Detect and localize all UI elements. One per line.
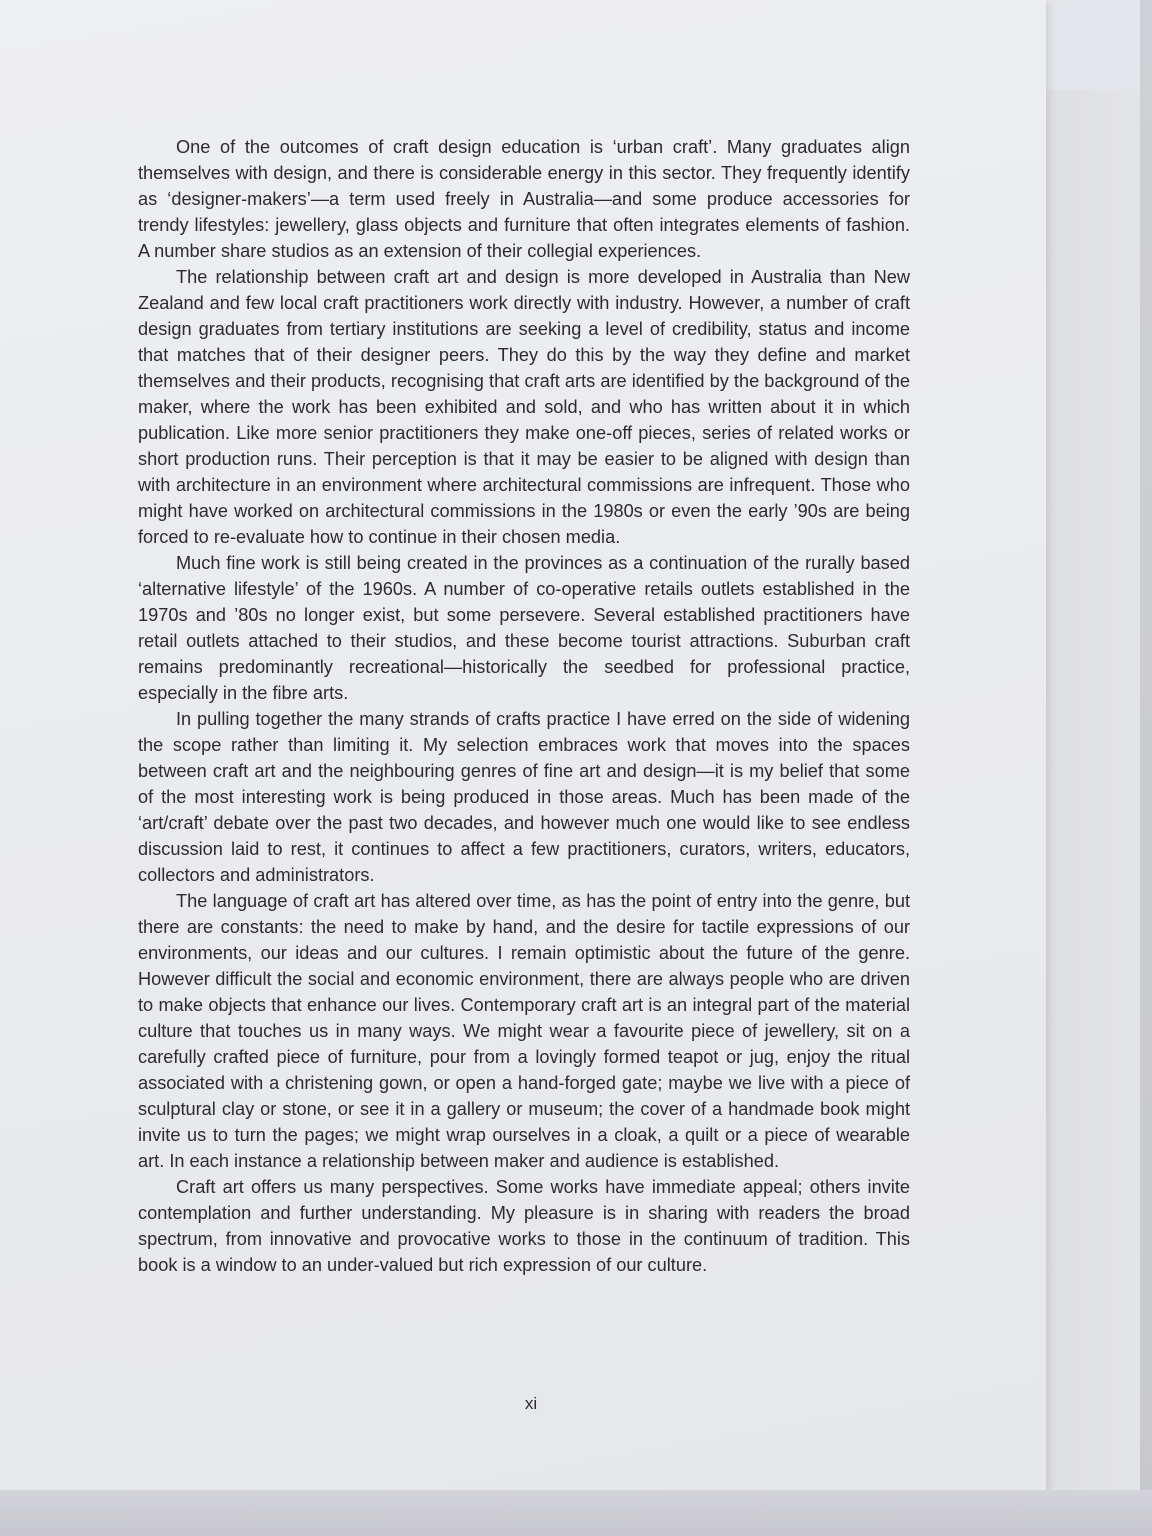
paragraph-craft-and-design: The relationship between craft art and design is more developed in Australia than New Zealand and few local craft practitioners work directly with industry. However, a number of craft design graduates from tertiary institutions are seeking a level of credibility, status and income that matches that of their designer peers. They do this by the way they define and market themselves and their products, recognising that craft arts are identified by the background of the maker, where the work has been exhibited and sold, and who has written about it in which publication. Like more senior practitioners they make one-off pieces, series of related works or short production runs. Their perception is that it may be easier to be aligned with design than with architecture in an environment where architectural commissions are infrequent. Those who might have worked on architectural commissions in the 1980s or even the early ’90s are being forced to re-evaluate how to continue in their chosen media. <box>138 267 910 547</box>
body-text <box>138 134 910 1278</box>
paragraph-scope: In pulling together the many strands of crafts practice I have erred on the side of widening the scope rather than limiting it. My selection embraces work that moves into the spaces between craft art and the neighbouring genres of fine art and design—it is my belief that some of the most interesting work is being produced in those areas. Much has been made of the ‘art/craft’ debate over the past two decades, and however much one would like to see endless discussion laid to rest, it continues to affect a few practitioners, curators, writers, educators, collectors and administrators. <box>138 709 910 885</box>
paragraph-urban-craft: One of the outcomes of craft design education is ‘urban craft’. Many graduates align themselves with design, and there is considerable energy in this sector. They frequently identify as ‘designer-makers’—a term used freely in Australia—and some produce accessories for trendy lifestyles: jewellery, glass objects and furniture that often integrates elements of fashion. A number share studios as an extension of their collegial experiences. <box>138 137 910 261</box>
paragraph-perspectives: Craft art offers us many perspectives. Some works have immediate appeal; others invite contemplation and further understanding. My pleasure is in sharing with readers the broad spectrum, from innovative and provocative works to those in the continuum of tradition. This book is a window to an under-valued but rich expression of our culture. <box>138 1177 910 1275</box>
paragraph-language-of-craft: The language of craft art has altered over time, as has the point of entry into the genre, but there are constants: the need to make by hand, and the desire for tactile expressions of our environments, our ideas and our cultures. I remain optimistic about the future of the genre. However difficult the social and economic environment, there are always people who are driven to make objects that enhance our lives. Contemporary craft art is an integral part of the material culture that touches us in many ways. We might wear a favourite piece of jewellery, sit on a carefully crafted piece of furniture, pour from a lovingly formed teapot or jug, enjoy the ritual associated with a christening gown, or open a hand-forged gate; maybe we live with a piece of sculptural clay or stone, or see it in a gallery or museum; the cover of a handmade book might invite us to turn the pages; we might wrap ourselves in a cloak, a quilt or a piece of wearable art. In each instance a relationship between maker and audience is established. <box>138 891 910 1171</box>
table-surface <box>0 1490 1152 1536</box>
page-edge <box>1046 90 1140 1510</box>
paragraph-provinces: Much fine work is still being created in the provinces as a continuation of the rurally based ‘alternative lifestyle’ of the 1960s. A number of co-operative retails outlets established in the 1970s and ’80s no longer exist, but some persevere. Several established practitioners have retail outlets attached to their studios, and these become tourist attractions. Suburban craft remains predominantly recreational—historically the seedbed for professional practice, especially in the fibre arts. <box>138 553 910 703</box>
page-number: xi <box>524 1394 538 1413</box>
